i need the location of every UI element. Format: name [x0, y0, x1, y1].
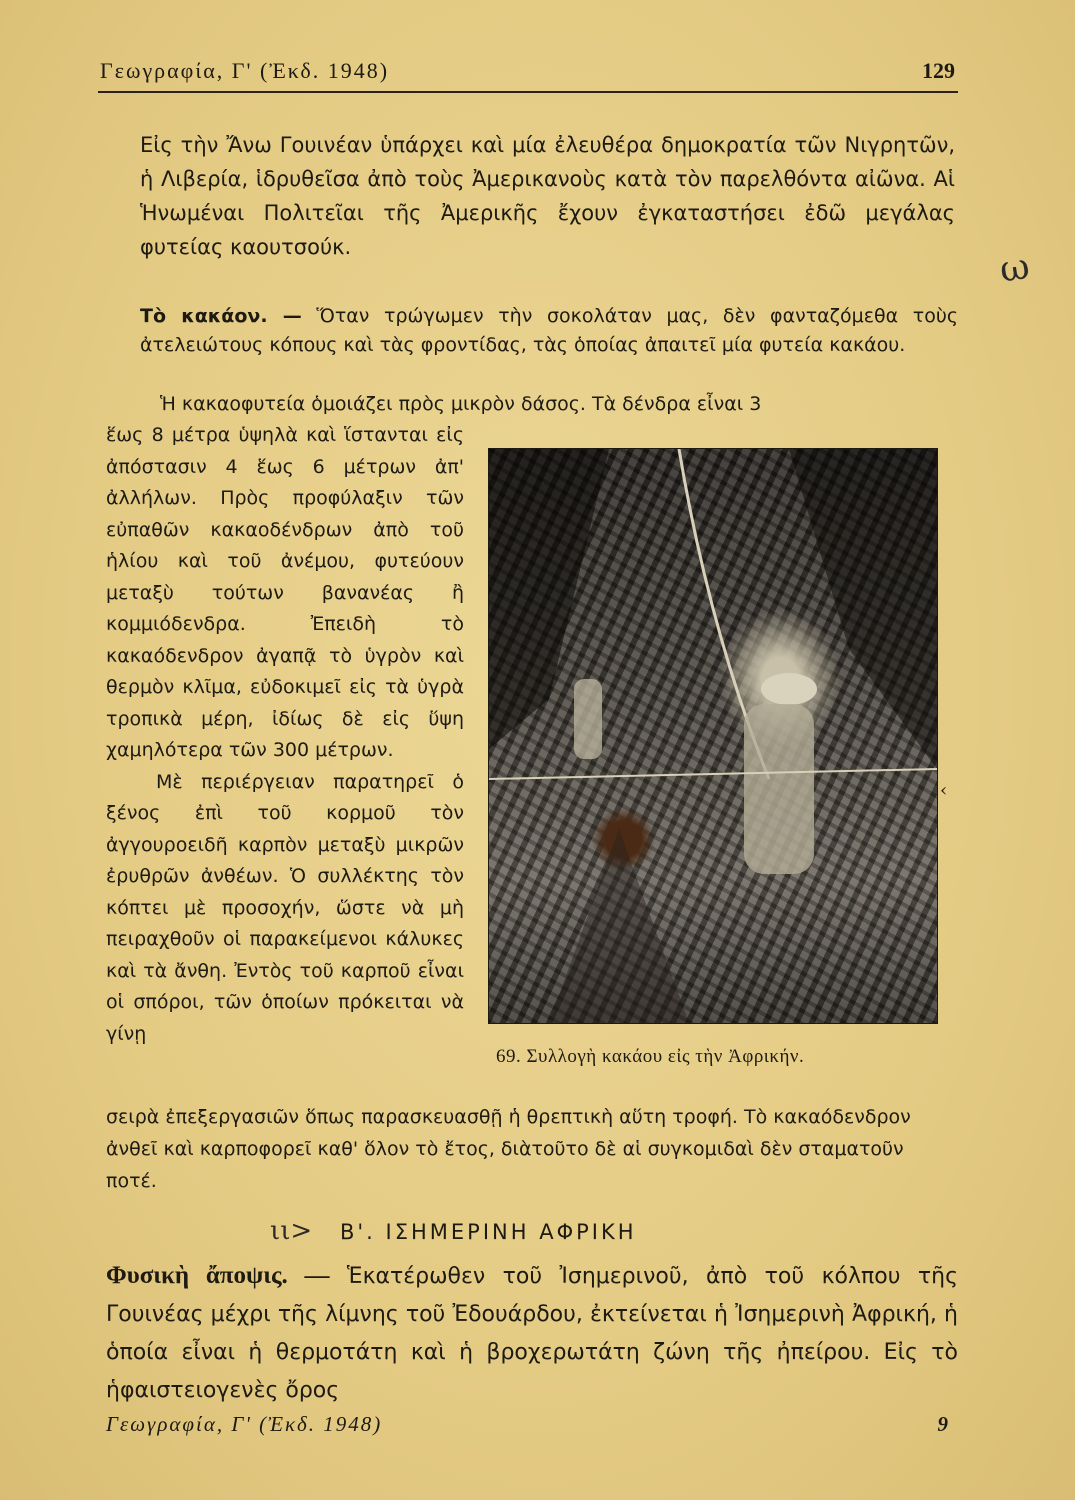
handwritten-margin-note: ω [997, 246, 1033, 291]
page-footer [106, 1412, 948, 1442]
margin-scratch-marks: ‹ [940, 780, 948, 801]
cocoa-continuation-paragraph: σειρὰ ἐπεξεργασιῶν ὅπως παρασκευασθῇ ἡ θρεπτικὴ αὕτη τροφή. Τὸ κακαόδενδρον ἀνθεῖ καὶ καρποφορεῖ καθ' ὅλον τὸ ἔτος, διὰτοῦτο δὲ αἱ συγκομιδαὶ δὲν σταματοῦν ποτέ. [106, 1106, 911, 1192]
cocoa-heading: Τὸ κακάον. — [140, 305, 302, 327]
running-head-title: Γεωγραφία, Γ' (Ἐκδ. 1948) [100, 58, 390, 83]
header-rule [98, 91, 958, 93]
cocoa-tree-paragraph: ἕως 8 μέτρα ὑψηλὰ καὶ ἵστανται εἰς ἀπόστασιν 4 ἕως 6 μέτρων ἀπ' ἀλλήλων. Πρὸς προφύλαξιν τῶν εὐπαθῶν κακαοδένδρων ἀπὸ τοῦ ἡλίου καὶ τοῦ ἀνέμου, φυτεύουν μεταξὺ τούτων βανανέας ἢ κομμιόδενδρα. Ἐπειδὴ τὸ κακαόδενδρον ἀγαπᾷ τὸ ὑγρὸν καὶ θερμὸν κλῖμα, εὐδοκιμεῖ εἰς τὰ ὑγρὰ τροπικὰ μέρη, ἰδίως δὲ εἰς ὕψη χαμηλότερα τῶν 300 μέτρων. [106, 424, 464, 761]
photo-shapes [489, 449, 937, 1023]
physical-aspect-heading: Φυσικὴ ἄποψις. — [106, 1262, 330, 1289]
signature-mark: 9 [937, 1412, 948, 1436]
liberia-paragraph: Εἰς τὴν Ἄνω Γουινέαν ὑπάρχει καὶ μία ἐλευθέρα δημοκρατία τῶν Νιγρητῶν, ἡ Λιβερία, ἱδρυθεῖσα ἀπὸ τοὺς Ἀμερικανοὺς κατὰ τὸν παρελθόντα αἰῶνα. Αἱ Ἡνωμέναι Πολιτεῖαι τῆς Ἀμερικῆς ἔχουν ἐγκαταστήσει ἐδῶ μεγάλας φυτείας καουτσούκ. [140, 133, 955, 259]
running-head [100, 58, 955, 88]
physical-aspect-text: Ἑκατέρωθεν τοῦ Ἰσημερινοῦ, ἀπὸ τοῦ κόλπου τῆς Γουινέας μέχρι τῆς λίμνης τοῦ Ἐδουάρδου, ἐκτείνεται ἡ Ἰσημερινὴ Ἀφρική, ἡ ὁποία εἶναι ἡ θερμοτάτη καὶ ἡ βροχερωτάτη ζώνη τῆς ἠπείρου. Εἰς τὸ ἡφαιστειογενὲς ὄρος [106, 1264, 959, 1403]
section-heading: Β'. ΙΣΗΜΕΡΙΝΗ ΑΦΡΙΚΗ [340, 1220, 637, 1244]
footer-title: Γεωγραφία, Γ' (Ἐκδ. 1948) [106, 1412, 383, 1436]
cocoa-harvest-photo [488, 448, 938, 1024]
left-text-column [106, 420, 464, 1050]
second-worker-figure [574, 679, 602, 759]
hat-shape [761, 673, 817, 705]
cocoa-intro-text: Ὅταν τρώγωμεν τὴν σοκολάταν μας, δὲν φανταζόμεθα τοὺς ἀτελειώτους κόπους καὶ τὰς φροντίδας, τὰς ὁποίας ἀπαιτεῖ μία φυτεία κακάου. [140, 305, 958, 356]
physical-aspect-paragraph [106, 1257, 958, 1410]
plantation-line: Ἡ κακαοφυτεία ὁμοιάζει πρὸς μικρὸν δάσος. Τὰ δένδρα εἶναι 3 [160, 393, 762, 415]
page-number: 129 [922, 58, 955, 83]
figure-caption: 69. Συλλογὴ κακάου εἰς τὴν Ἀφρικήν. [496, 1046, 805, 1067]
cocoa-fruit-paragraph: Μὲ περιέργειαν παρατηρεῖ ὁ ξένος ἐπὶ τοῦ κορμοῦ τὸν ἀγγουροειδῆ καρπὸν μεταξὺ μικρῶν ἐρυθρῶν ἀνθέων. Ὁ συλλέκτης τὸν κόπτει μὲ προσοχήν, ὥστε νὰ μὴ πειραχθοῦν οἱ παρακείμενοι κάλυκες καὶ τὰ ἄνθη. Ἐντὸς τοῦ καρποῦ εἶναι οἱ σπόροι, τῶν ὁποίων πρόκειται νὰ γίνῃ [106, 770, 464, 1045]
cocoa-intro-paragraph [140, 302, 958, 360]
ground-shadow [549, 829, 689, 1023]
horizontal-stick [489, 769, 937, 779]
worker-figure [744, 704, 814, 874]
handwritten-section-mark: ιι> [270, 1216, 313, 1246]
